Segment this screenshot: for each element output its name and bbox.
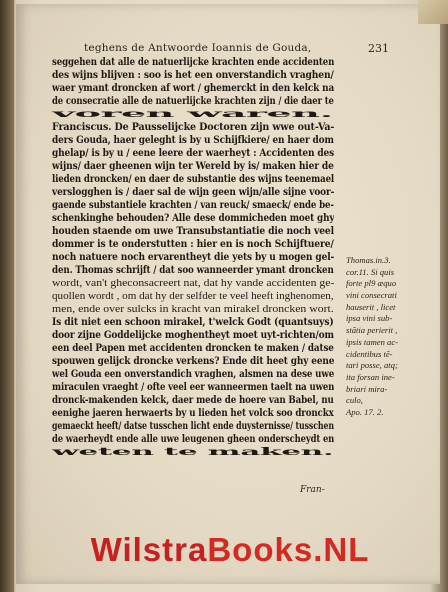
book-page — [16, 4, 440, 584]
text-line: ders Gouda, haer geleght is by u Schijfkiere/ en haer dom — [52, 134, 334, 146]
margin-note — [346, 255, 434, 419]
margin-note-line: cor.11. Si quis — [346, 266, 395, 277]
text-line: ghelap/ is by u / eene leere der waerheyt : Accidenten des — [52, 147, 334, 159]
catchword: Fran- — [300, 485, 325, 495]
text-line: noch natuere noch ervarentheyt die yets by u mogen gel- — [52, 251, 334, 263]
text-line: Franciscus. De Pausselijcke Doctoren zijn wwe out-Va- — [52, 121, 334, 133]
text-line: den. Thomas schrijft / dat soo wanneerder ymant droncken — [52, 264, 334, 276]
text-line: schenkinghe behouden? Alle dese dommicheden moet ghy — [52, 212, 334, 224]
margin-note-line: ipsa vini sub- — [346, 313, 393, 324]
text-line: eenighe jaeren herwaerts by u lieden het volck soo dronckx — [52, 407, 334, 419]
text-line: seggehen dat alle de natuerlijcke krachten ende accidenten — [52, 56, 334, 68]
text-line: een deel Papen met accidenten droncken te maken / datse — [52, 342, 334, 354]
page-corner — [418, 0, 448, 24]
text-line: de waerheydt ende alle uwe leugenen gheen onderscheydt en — [52, 433, 334, 445]
margin-note-line: culo, — [346, 395, 363, 406]
text-line: wel Gouda een onverstandich vraghen, alsmen na dese uwe — [52, 368, 334, 380]
watermark-logo — [40, 531, 420, 569]
text-line: des wijns blijven : soo is het een onverstandich vraghen/ — [52, 69, 334, 81]
margin-note-line: tari posse, atq; — [346, 360, 398, 371]
text-line: men, ende over sulcks in kracht van mirakel droncken wort. — [52, 304, 334, 315]
margin-note-line: briari mira- — [346, 383, 388, 394]
text-line: verslogghen is / daer sal de wijn geen wijn/alle sijne voor- — [52, 186, 334, 198]
watermark-part: .NL — [313, 531, 370, 568]
text-line: quollen wordt , om dat hy der selfder te veel heeft inghenomen, — [52, 291, 334, 302]
margin-note-line: cidentibus tẽ- — [346, 348, 393, 359]
book-spine — [0, 0, 14, 592]
text-line: de consecratie alle de natuerlijcke krachten zijn / die daer te — [52, 95, 334, 107]
text-line: wordt, van't gheconsacreert nat, dat hy vande accidenten ge- — [52, 278, 334, 289]
text-line: spouwen gelijck droncke verkens? Ende dit heet ghy eene — [52, 355, 334, 367]
text-line: dronck-makenden kelck, daer mede de hoere van Babel, nu — [52, 394, 334, 406]
margin-note-line: forte pl9 æquo — [346, 278, 397, 289]
margin-note-line: Thomas.in.3. — [346, 255, 391, 265]
text-line: gemaeckt heeft/ datse tusschen licht ende duysternisse/ tusschen — [52, 420, 334, 432]
text-line: voren waren. — [52, 108, 333, 120]
text-line: gaende substantiele krachten / van reuck/ smaeck/ ende be- — [52, 199, 334, 211]
text-line: lieden droncken/ en daer de substantie des wijns teenemael — [52, 173, 334, 185]
margin-note-line: vini consecrati — [346, 290, 397, 301]
text-line: wijns/ daer gheenen wijn ter Wereld by is/ maken hier de — [52, 160, 334, 172]
text-line: door zijne Goddelijcke moghentheyt moet uyt-richten/om — [52, 329, 334, 341]
watermark-part: Books — [207, 531, 314, 568]
text-line: waer ymant droncken af wort / ghemerckt in den kelck na — [52, 82, 334, 94]
margin-note-line: Apo. 17. 2. — [346, 406, 384, 417]
margin-note-line: hauserit , licet — [346, 301, 396, 312]
watermark-part: Wilstra — [90, 531, 208, 568]
margin-note-line: stãtia perierit , — [346, 325, 398, 336]
page-number: 231 — [368, 42, 389, 55]
running-title: teghens de Antwoorde Ioannis de Gouda, — [84, 42, 312, 54]
main-text — [52, 56, 334, 459]
margin-note-line: ipsis tamen ac- — [346, 336, 399, 347]
text-line: miraculen vraeght / ofte veel eer wanneermen taelt na uwen — [52, 381, 334, 393]
text-line: houden staende om uwe Transubstantiatie die noch veel — [52, 225, 334, 237]
text-line: dommer is te onderstutten : hier en is noch Schijftuere/ — [52, 238, 334, 250]
text-line: weten te maken. — [52, 446, 334, 458]
text-line: Is dit niet een schoon mirakel, t'welck Godt (quantsuys) — [52, 316, 334, 328]
margin-note-line: ita forsan ine- — [346, 371, 395, 382]
